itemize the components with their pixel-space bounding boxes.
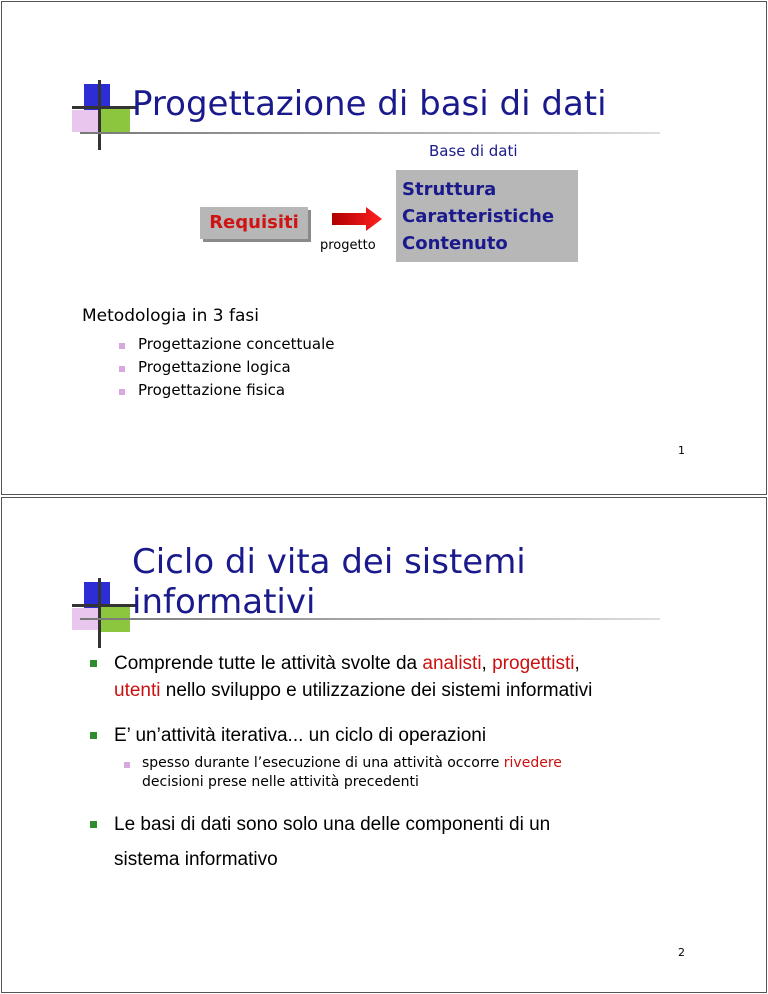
sub-bullet-text bbox=[142, 754, 702, 792]
bullet-icon bbox=[90, 821, 97, 828]
db-label: Base di dati bbox=[429, 142, 518, 160]
db-item: Contenuto bbox=[402, 233, 508, 254]
text: , bbox=[481, 653, 493, 674]
text: spesso durante l’esecuzione di una attività occorre bbox=[142, 755, 504, 771]
bullet-icon bbox=[119, 343, 125, 349]
bullet-icon bbox=[119, 389, 125, 395]
bullet-icon bbox=[124, 762, 130, 768]
highlight-analisti: analisti bbox=[422, 653, 482, 674]
bullet-icon bbox=[90, 660, 97, 667]
text: , bbox=[574, 653, 580, 674]
text: nello sviluppo e utilizzazione dei sistemi informativi bbox=[160, 680, 593, 701]
arrow-right-icon bbox=[332, 207, 382, 231]
text: Comprende tutte le attività svolte da bbox=[114, 653, 423, 674]
db-item: Caratteristiche bbox=[402, 206, 555, 227]
slide-title bbox=[132, 542, 526, 622]
title-underline bbox=[80, 132, 660, 134]
database-box bbox=[396, 170, 578, 262]
highlight-progettisti: progettisti bbox=[492, 653, 575, 674]
methodology-heading: Metodologia in 3 fasi bbox=[82, 306, 259, 326]
bullet-icon bbox=[119, 366, 125, 372]
page-number: 1 bbox=[678, 444, 685, 457]
db-item: Struttura bbox=[402, 179, 497, 200]
requirements-box: Requisiti bbox=[200, 207, 308, 239]
bullet-text-2: E’ un’attività iterativa... un ciclo di operazioni bbox=[114, 725, 487, 746]
bullet-text-1 bbox=[114, 650, 734, 704]
highlight-utenti: utenti bbox=[114, 680, 161, 701]
phase-item: Progettazione logica bbox=[138, 358, 291, 376]
logo-squares-icon bbox=[72, 80, 138, 150]
bullet-icon bbox=[90, 732, 97, 739]
text: decisioni prese nelle attività precedenti bbox=[142, 774, 419, 790]
title-line-2: informativi bbox=[132, 582, 316, 623]
logo-squares-icon bbox=[72, 578, 138, 648]
bullet-text-3-cont: sistema informativo bbox=[114, 849, 278, 870]
slide-2 bbox=[1, 497, 767, 993]
page-number: 2 bbox=[678, 946, 685, 959]
phase-item: Progettazione fisica bbox=[138, 381, 286, 399]
slide-1 bbox=[1, 1, 767, 495]
bullet-text-3: Le basi di dati sono solo una delle componenti di un bbox=[114, 814, 551, 835]
highlight-rivedere: rivedere bbox=[503, 755, 562, 771]
phase-item: Progettazione concettuale bbox=[138, 335, 335, 353]
slide-title: Progettazione di basi di dati bbox=[132, 84, 607, 124]
title-line-1: Ciclo di vita dei sistemi bbox=[132, 542, 526, 582]
arrow-label: progetto bbox=[320, 238, 376, 253]
